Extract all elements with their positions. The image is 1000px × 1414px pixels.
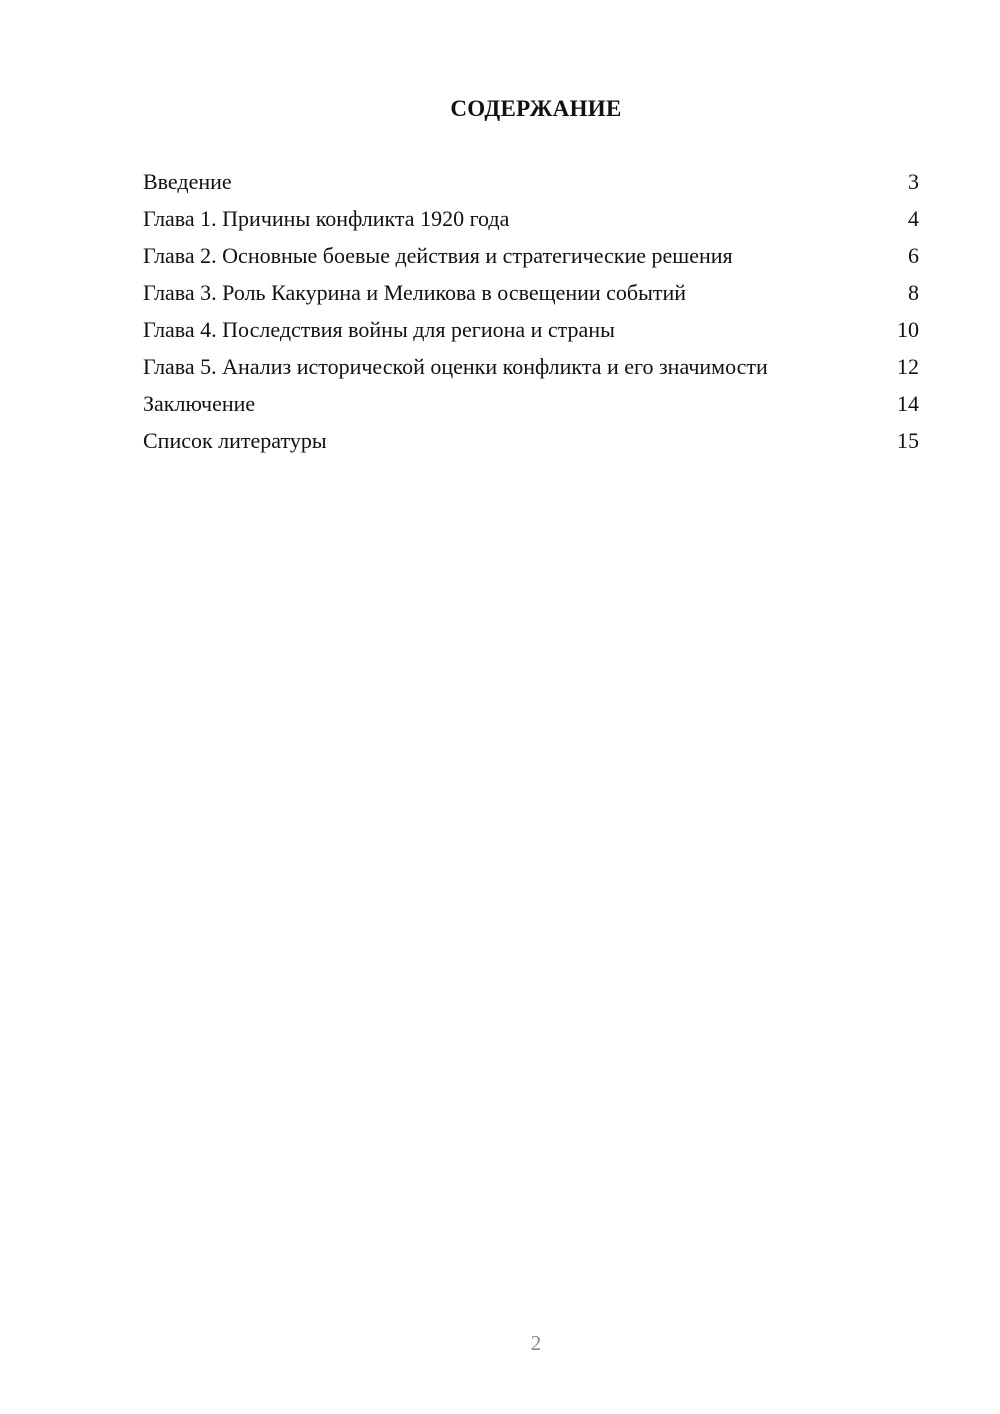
toc-entry-page: 15 — [897, 428, 919, 453]
toc-entry-chapter-4[interactable] — [143, 316, 919, 343]
toc-entry-conclusion[interactable] — [143, 390, 919, 417]
toc-entry-text: Список литературы — [143, 428, 327, 453]
toc-entry-chapter-2[interactable] — [143, 242, 919, 269]
toc-entry-page: 12 — [897, 354, 919, 379]
toc-entry-text: Введение — [143, 169, 232, 194]
toc-entry-chapter-5[interactable] — [143, 353, 919, 380]
toc-entry-text: Глава 4. Последствия войны для региона и страны — [143, 317, 615, 342]
page-number: 2 — [530, 1331, 542, 1355]
toc-entry-chapter-3[interactable] — [143, 279, 919, 306]
toc-entry-page: 6 — [908, 243, 919, 268]
table-of-contents — [143, 168, 919, 464]
toc-entry-text: Глава 2. Основные боевые действия и стратегические решения — [143, 243, 733, 268]
toc-entry-chapter-1[interactable] — [143, 205, 919, 232]
toc-entry-references[interactable] — [143, 427, 919, 454]
toc-entry-page: 14 — [897, 391, 919, 416]
toc-entry-page: 4 — [908, 206, 919, 231]
toc-entry-page: 3 — [908, 169, 919, 194]
toc-entry-text: Заключение — [143, 391, 256, 416]
toc-entry-text: Глава 1. Причины конфликта 1920 года — [143, 206, 510, 231]
toc-entry-page: 10 — [897, 317, 919, 342]
toc-entry-text: Глава 3. Роль Какурина и Меликова в освещении событий — [143, 280, 687, 305]
toc-entry-text: Глава 5. Анализ исторической оценки конфликта и его значимости — [143, 354, 768, 379]
toc-entry-introduction[interactable] — [143, 168, 919, 195]
toc-title: СОДЕРЖАНИЕ — [450, 96, 622, 121]
toc-entry-page: 8 — [908, 280, 919, 305]
